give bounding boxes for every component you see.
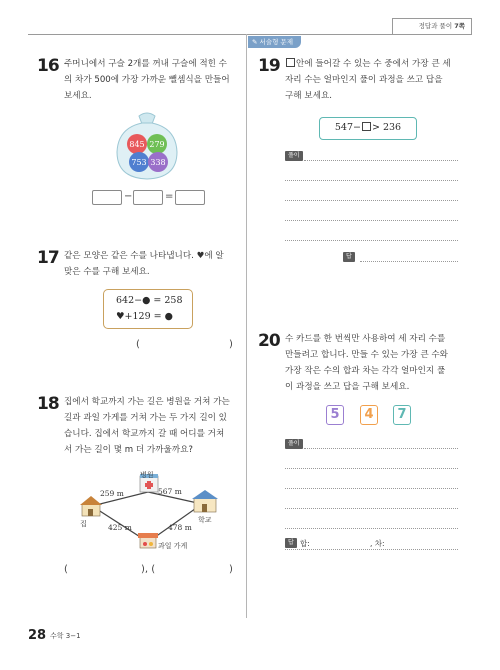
problem-20-line-3: 가장 작은 수의 합과 차는 각각 얼마인지 풀 [285, 366, 446, 376]
bag-tie [139, 113, 155, 124]
equals-sign: = [165, 191, 174, 202]
writing-line-19-5[interactable] [285, 240, 458, 241]
answer-box-difference[interactable] [175, 190, 205, 205]
problem-17-number: 17 [37, 248, 59, 268]
dist-home-store: 425 m [108, 523, 132, 532]
essay-problem-badge [248, 36, 301, 48]
marble-label-279: 279 [149, 140, 165, 149]
answer-sum-label: 합: [300, 539, 310, 548]
label-fruit-store: 과일 가게 [158, 542, 188, 550]
marble-label-753: 753 [131, 158, 147, 167]
school-icon [192, 490, 218, 512]
marble-bag [112, 110, 182, 182]
problem-20-line-4: 이 과정을 쓰고 답을 구해 보세요. [285, 382, 410, 392]
problem-17-text [64, 248, 242, 280]
answer-paren-right: ) [229, 339, 233, 350]
writing-line-19-1[interactable] [304, 160, 458, 161]
inequality-right: > 236 [371, 122, 402, 133]
problem-16-line-1: 주머니에서 구슬 2개를 꺼내 구슬에 적힌 수 [64, 59, 227, 69]
column-divider [246, 34, 247, 618]
problem-16-line-2: 의 차가 500에 가장 가까운 뺄셈식을 만들어 [64, 75, 230, 85]
inequality-box [319, 117, 417, 140]
answer-18-paren-right: ) [229, 564, 233, 575]
number-card-7: 7 [393, 405, 411, 425]
problem-17-line-2: 맞은 수를 구해 보세요. [64, 267, 150, 277]
page-number: 28 [28, 628, 47, 643]
problem-20-number: 20 [258, 331, 280, 351]
fruit-store-icon [138, 533, 158, 548]
blank-square-icon [362, 122, 371, 131]
answer-line-20[interactable] [285, 549, 458, 550]
inequality-left: 547− [334, 122, 361, 133]
equation-2: ♥+129 = ● [116, 311, 173, 322]
problem-19-line-1: 안에 들어갈 수 있는 수 중에서 가장 큰 세 [296, 59, 451, 69]
answer-paren-left: ( [136, 339, 140, 350]
book-title: 수학 3−1 [50, 632, 81, 640]
answer-line-19[interactable] [360, 261, 458, 262]
answer-18-paren-mid: ), ( [141, 564, 156, 575]
pencil-icon: ✎ [252, 38, 260, 46]
answer-reference-tab [392, 18, 472, 34]
problem-18-text [64, 394, 242, 458]
answer-diff-label: , 차: [370, 539, 385, 548]
solution-label-20: 풀이 [285, 439, 303, 449]
problem-18-line-1: 집에서 학교까지 가는 길은 병원을 거쳐 가는 [64, 397, 230, 407]
problem-16-number: 16 [37, 56, 59, 76]
problem-20-line-2: 만들려고 합니다. 만들 수 있는 가장 큰 수와 [285, 350, 448, 360]
problem-20-text [285, 331, 465, 395]
problem-18-line-4: 서 가는 길이 몇 m 더 가까울까요? [64, 445, 193, 455]
number-card-5: 5 [326, 405, 344, 425]
answer-box-subtrahend[interactable] [133, 190, 163, 205]
route-map [68, 470, 228, 555]
equation-box [103, 289, 193, 329]
writing-line-20-2[interactable] [285, 468, 458, 469]
minus-sign: − [124, 191, 133, 202]
problem-19-text [285, 56, 465, 104]
dist-store-school: 478 m [168, 523, 192, 532]
writing-line-19-4[interactable] [285, 220, 458, 221]
problem-18-line-2: 길과 과일 가게를 거쳐 가는 두 가지 길이 있 [64, 413, 227, 423]
home-icon [80, 496, 102, 516]
writing-line-19-2[interactable] [285, 180, 458, 181]
problem-19-line-2: 자리 수는 얼마인지 풀이 과정을 쓰고 답을 [285, 75, 443, 85]
writing-line-19-3[interactable] [285, 200, 458, 201]
solution-label-19: 풀이 [285, 151, 303, 161]
marble-label-845: 845 [129, 140, 145, 149]
writing-line-20-1[interactable] [304, 448, 458, 449]
equation-1: 642−● = 258 [116, 295, 183, 306]
answer-ref-page: 7쪽 [454, 22, 465, 30]
answer-ref-prefix: 정답과 풀이 [418, 22, 455, 30]
answer-box-minuend[interactable] [92, 190, 122, 205]
answer-18-paren-left: ( [64, 564, 68, 575]
number-card-4: 4 [360, 405, 378, 425]
dist-hospital-school: 567 m [158, 487, 182, 496]
problem-16-text [64, 56, 242, 104]
label-home: 집 [80, 520, 87, 528]
label-hospital: 병원 [140, 471, 154, 479]
problem-17-line-1: 같은 모양은 같은 수를 나타냅니다. ♥에 알 [64, 251, 224, 261]
marble-label-338: 338 [150, 158, 166, 167]
label-school: 학교 [198, 516, 212, 524]
problem-16-line-3: 보세요. [64, 91, 92, 101]
problem-18-line-3: 습니다. 집에서 학교까지 갈 때 어디를 거쳐 [64, 429, 225, 439]
writing-line-20-4[interactable] [285, 508, 458, 509]
problem-19-number: 19 [258, 56, 280, 76]
answer-label-19: 답 [343, 252, 355, 262]
problem-20-line-1: 수 카드를 한 번씩만 사용하여 세 자리 수를 [285, 334, 446, 344]
badge-label: 서술형 문제 [259, 38, 293, 46]
dist-home-hospital: 259 m [100, 489, 124, 498]
blank-square-icon [286, 58, 295, 67]
problem-19-line-3: 구해 보세요. [285, 91, 332, 101]
problem-18-number: 18 [37, 394, 59, 414]
answer-label-20: 답 [285, 538, 297, 548]
bag-body [117, 123, 177, 179]
header-rule [28, 34, 472, 35]
writing-line-20-3[interactable] [285, 488, 458, 489]
writing-line-20-5[interactable] [285, 528, 458, 529]
